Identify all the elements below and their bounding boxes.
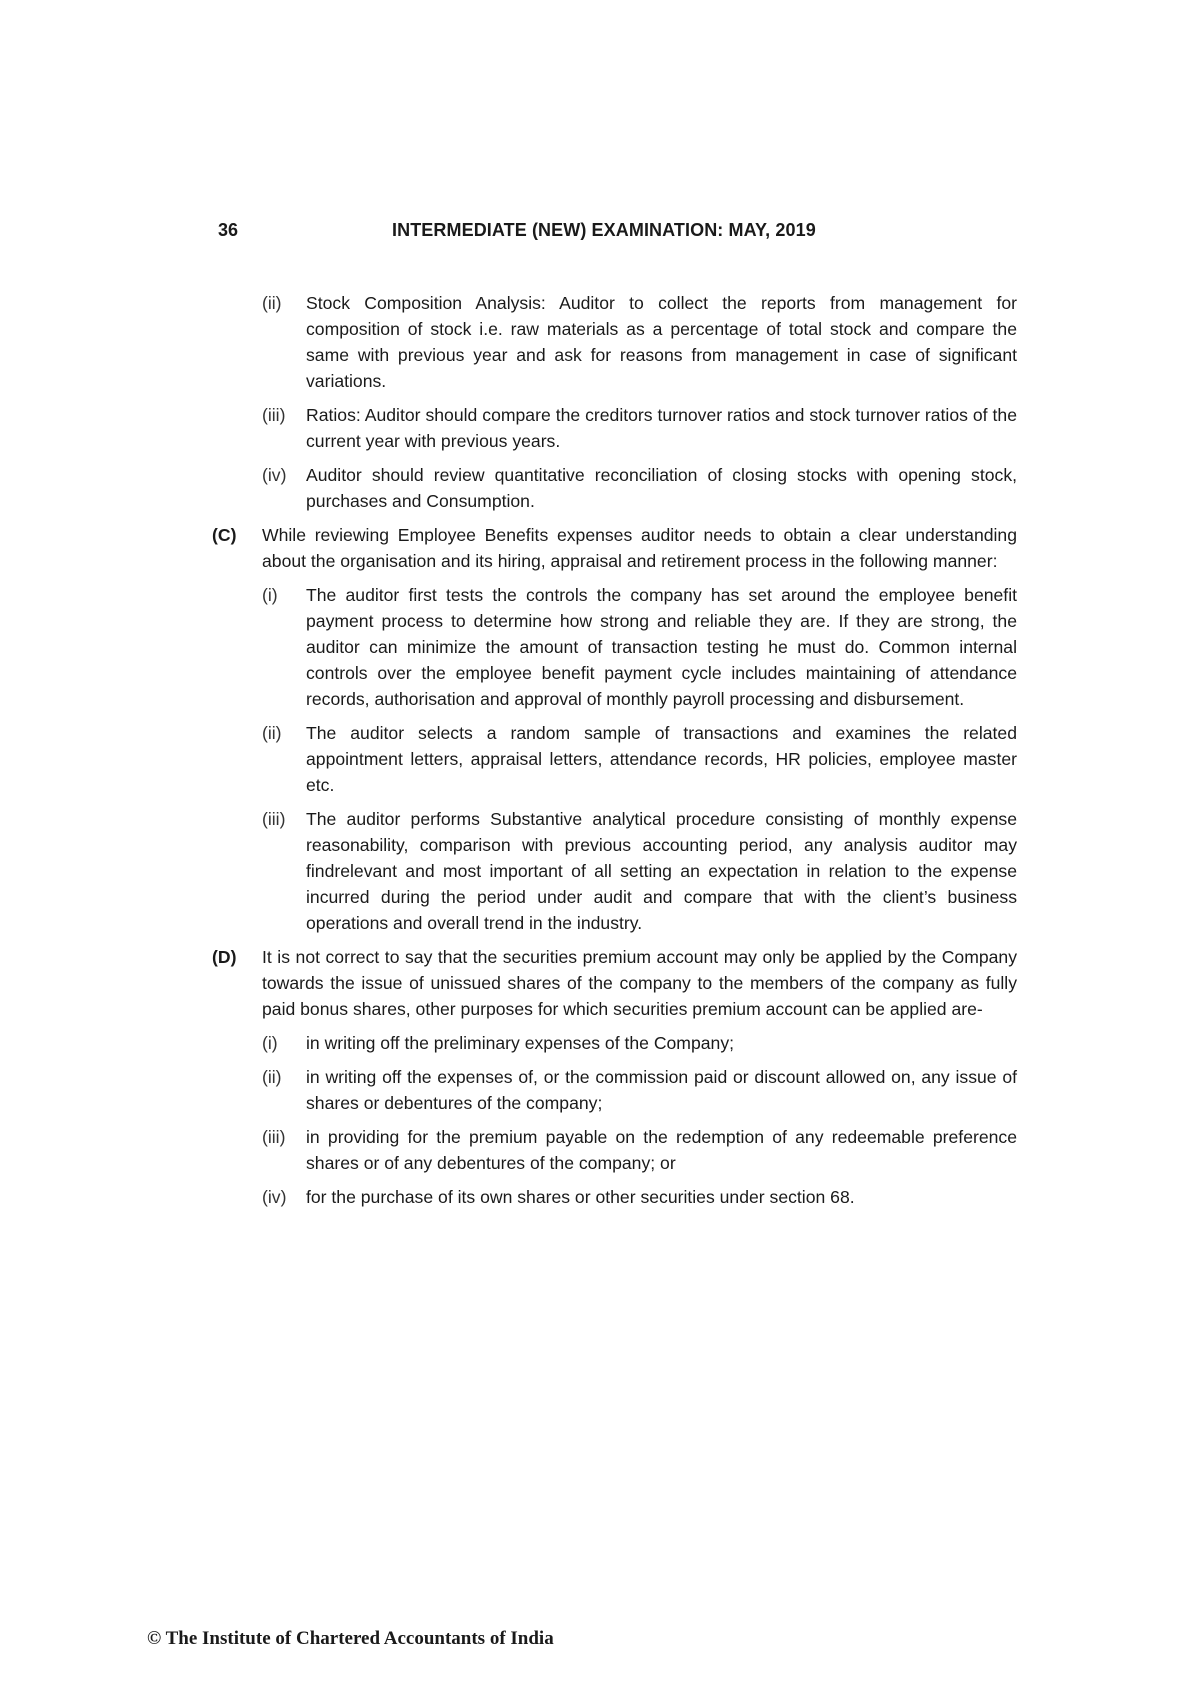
list-item-text: Ratios: Auditor should compare the creditors turnover ratios and stock turnover ratios of the current year with previous years. [306,405,1017,451]
list-item [262,1184,1017,1210]
list-item-text: in writing off the expenses of, or the commission paid or discount allowed on, any issue of shares or debentures of the company; [306,1067,1017,1113]
list-item [262,720,1017,798]
section-d-label: (D) [212,947,237,967]
section-c [212,522,1017,574]
list-item-number: (iii) [262,809,286,829]
section-d-intro: It is not correct to say that the securities premium account may only be applied by the Company towards the issue of unissued shares of the company to the members of the company as fully paid bonus shares, other purposes for which securities premium account can be applied are- [262,947,1017,1019]
list-item-text: in providing for the premium payable on the redemption of any redeemable preference shares or of any debentures of the company; or [306,1127,1017,1173]
list-item-number: (iii) [262,1127,286,1147]
list-item-number: (ii) [262,1067,282,1087]
list-item-number: (iv) [262,465,287,485]
page-number: 36 [218,220,239,240]
list-item-number: (ii) [262,723,282,743]
section-d [212,944,1017,1022]
list-item-text: Stock Composition Analysis: Auditor to collect the reports from management for composition of stock i.e. raw materials as a percentage of total stock and compare the same with previous year and ask for reasons from management in case of significant variations. [306,293,1017,391]
list-item [262,1030,1017,1056]
list-item-text: Auditor should review quantitative reconciliation of closing stocks with opening stock, purchases and Consumption. [306,465,1017,511]
list-item [262,806,1017,936]
document-body [212,290,1017,1218]
list-item [262,1124,1017,1176]
list-item-number: (iv) [262,1187,287,1207]
list-item [262,290,1017,394]
list-item-number: (i) [262,1033,278,1053]
list-item-text: for the purchase of its own shares or other securities under section 68. [306,1187,855,1207]
page-title: INTERMEDIATE (NEW) EXAMINATION: MAY, 2019 [392,220,816,240]
section-c-label: (C) [212,525,237,545]
list-item-text: The auditor performs Substantive analytical procedure consisting of monthly expense reasonability, comparison with previous accounting period, any analysis auditor may findrelevant and most important of all setting an expectation in relation to the expense incurred during the period under audit and compare that with the client’s business operations and overall trend in the industry. [306,809,1017,933]
list-item [262,582,1017,712]
list-item-text: in writing off the preliminary expenses of the Company; [306,1033,735,1053]
footer-copyright: © The Institute of Chartered Accountants of India [147,1628,554,1649]
list-item-number: (ii) [262,293,282,313]
list-item-text: The auditor selects a random sample of transactions and examines the related appointment letters, appraisal letters, attendance records, HR policies, employee master etc. [306,723,1017,795]
list-item-text: The auditor first tests the controls the company has set around the employee benefit payment process to determine how strong and reliable they are. If they are strong, the auditor can minimize the amount of transaction testing he must do. Common internal controls over the employee benefit payment cycle includes maintaining of attendance records, authorisation and approval of monthly payroll processing and disbursement. [306,585,1017,709]
list-item-number: (i) [262,585,278,605]
list-item [262,462,1017,514]
section-c-intro: While reviewing Employee Benefits expenses auditor needs to obtain a clear understanding about the organisation and its hiring, appraisal and retirement process in the following manner: [262,525,1017,571]
list-item [262,402,1017,454]
list-item-number: (iii) [262,405,286,425]
list-item [262,1064,1017,1116]
